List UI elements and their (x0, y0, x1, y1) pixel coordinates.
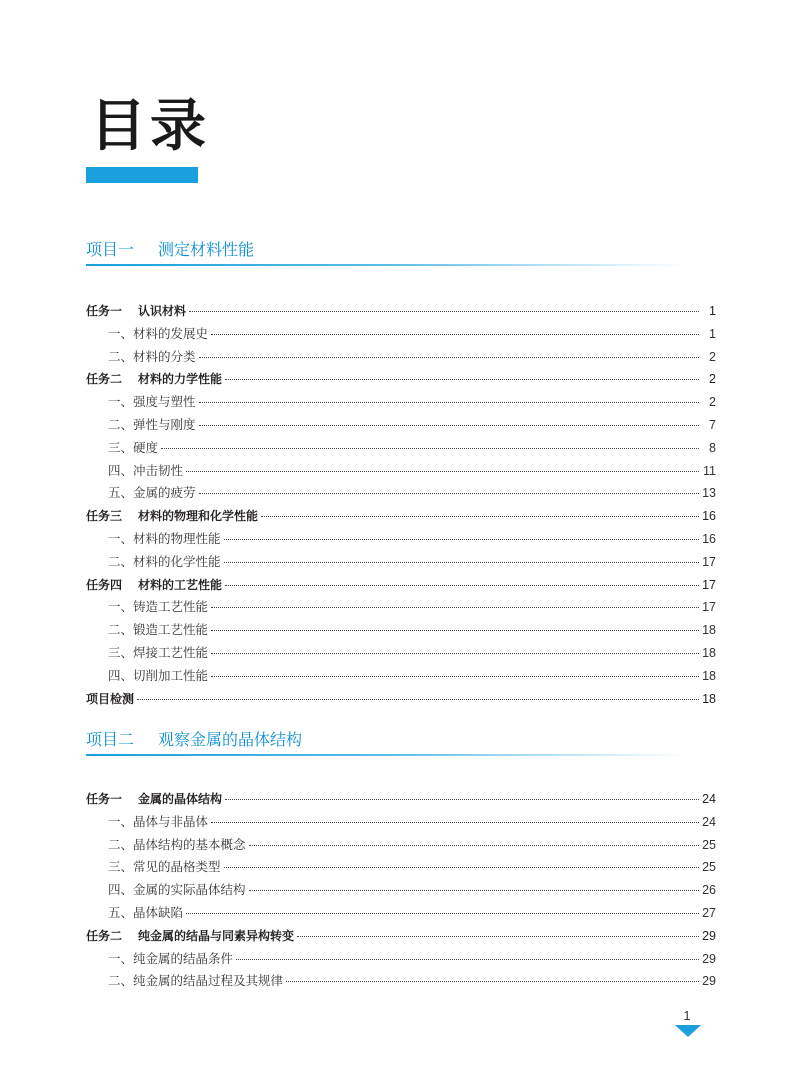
toc-task-number: 任务一 (86, 792, 123, 806)
project-name: 观察金属的晶体结构 (158, 730, 303, 749)
toc-task-entry[interactable] (86, 788, 716, 811)
toc-subentry[interactable] (86, 970, 716, 993)
page-title: 目录 (90, 94, 210, 159)
dot-leader (224, 538, 699, 540)
dot-leader (224, 866, 699, 868)
toc-page-number: 18 (702, 691, 716, 706)
dot-leader (199, 356, 699, 358)
toc-subentry[interactable] (86, 879, 716, 902)
dot-leader (297, 935, 699, 937)
toc-subentry[interactable] (86, 551, 716, 574)
toc-subentry[interactable] (86, 811, 716, 834)
toc-page-number: 25 (702, 860, 716, 875)
project-heading-2 (86, 728, 706, 756)
toc-subentry[interactable] (86, 665, 716, 688)
dot-leader (199, 424, 699, 426)
toc-page-number: 29 (702, 928, 716, 943)
toc-page-number: 16 (702, 509, 716, 524)
project-number: 项目一 (86, 240, 135, 259)
dot-leader (211, 606, 699, 608)
toc-page-number: 2 (709, 372, 716, 387)
dot-leader (225, 378, 699, 380)
toc-entry-label: 项目检测 (86, 691, 135, 706)
toc-page-number: 24 (702, 792, 716, 806)
toc-entry-label: 材料的物理和化学性能 (138, 509, 259, 524)
toc-entry-label: 四、切削加工性能 (108, 667, 209, 683)
toc-entry-label: 二、锻造工艺性能 (108, 622, 209, 638)
dot-leader (186, 912, 699, 914)
dot-leader (225, 798, 699, 800)
toc-page-number: 2 (709, 349, 716, 364)
toc-entry-label: 一、晶体与非晶体 (108, 813, 209, 829)
toc-entry-label: 一、材料的发展史 (108, 325, 209, 341)
toc-task-entry[interactable] (86, 574, 716, 597)
page-number: 1 (683, 1008, 691, 1023)
project-rule (86, 264, 686, 266)
dot-leader (249, 889, 699, 891)
toc-entry-label: 二、弹性与刚度 (108, 416, 196, 432)
dot-leader (224, 561, 699, 563)
toc-page-number: 17 (702, 600, 716, 615)
dot-leader (261, 515, 699, 517)
project-name: 测定材料性能 (158, 240, 255, 259)
dot-leader (211, 652, 699, 654)
dot-leader (211, 333, 699, 335)
toc-task-number: 任务一 (86, 304, 123, 318)
toc-page-number: 24 (702, 814, 716, 829)
dot-leader (211, 629, 699, 631)
toc-page-number: 8 (709, 440, 716, 455)
toc-subentry[interactable] (86, 391, 716, 414)
toc-page-number: 1 (709, 304, 716, 318)
toc-page-number: 17 (702, 577, 716, 592)
toc-subentry[interactable] (86, 948, 716, 971)
toc-page-number: 26 (702, 883, 716, 898)
dot-leader (199, 492, 699, 494)
toc-page-number: 1 (709, 326, 716, 341)
toc-entry-label: 三、焊接工艺性能 (108, 644, 209, 660)
toc-entry-label: 材料的力学性能 (138, 372, 223, 387)
dot-leader (186, 470, 699, 472)
toc-entry-label: 四、金属的实际晶体结构 (108, 882, 246, 898)
toc-subentry[interactable] (86, 902, 716, 925)
toc-page-number: 29 (702, 951, 716, 966)
toc-entry-label: 五、晶体缺陷 (108, 904, 184, 920)
toc-page-number: 7 (709, 417, 716, 432)
toc-entry-label: 一、材料的物理性能 (108, 530, 221, 546)
dot-leader (249, 844, 699, 846)
toc-entry-label: 材料的工艺性能 (138, 577, 223, 592)
toc-subentry[interactable] (86, 642, 716, 665)
toc-subentry[interactable] (86, 619, 716, 642)
dot-leader (161, 447, 699, 449)
toc-subentry[interactable] (86, 460, 716, 483)
dot-leader (225, 584, 699, 586)
project-number: 项目二 (86, 730, 135, 749)
toc-entry-label: 一、铸造工艺性能 (108, 599, 209, 615)
toc-subentry[interactable] (86, 528, 716, 551)
toc-entry-label: 四、冲击韧性 (108, 462, 184, 478)
toc-task-number: 任务三 (86, 509, 123, 524)
triangle-marker-icon (675, 1025, 701, 1037)
toc-entry-label: 金属的晶体结构 (138, 792, 223, 806)
toc-subentry[interactable] (86, 323, 716, 346)
toc-entry-label: 一、强度与塑性 (108, 394, 196, 410)
toc-entry-label: 二、材料的化学性能 (108, 553, 221, 569)
toc-task-entry[interactable] (86, 368, 716, 391)
toc-entry-label: 纯金属的结晶与同素异构转变 (138, 928, 295, 943)
toc-entry-label: 二、材料的分类 (108, 348, 196, 364)
toc-page-number: 2 (709, 395, 716, 410)
toc-page-number: 13 (702, 486, 716, 501)
toc-task-number: 任务二 (86, 372, 123, 387)
toc-entry-label: 二、晶体结构的基本概念 (108, 836, 246, 852)
toc-task-entry[interactable] (86, 925, 716, 948)
title-underline-bar (86, 167, 198, 183)
dot-leader (286, 980, 699, 982)
toc-entry-label: 三、硬度 (108, 439, 159, 455)
toc-subentry[interactable] (86, 856, 716, 879)
toc-page-number: 29 (702, 974, 716, 989)
toc-page-number: 18 (702, 668, 716, 683)
toc-entry-label: 三、常见的晶格类型 (108, 859, 221, 875)
toc-page-number: 16 (702, 531, 716, 546)
toc-task-entry[interactable] (86, 505, 716, 528)
toc-page-number: 18 (702, 645, 716, 660)
toc-entry-label: 一、纯金属的结晶条件 (108, 950, 234, 966)
toc-subentry[interactable] (86, 834, 716, 857)
dot-leader (199, 401, 699, 403)
toc-page-number: 11 (703, 463, 716, 478)
toc-subentry[interactable] (86, 596, 716, 619)
toc-entry-label: 五、金属的疲劳 (108, 485, 196, 501)
toc-task-entry[interactable] (86, 300, 716, 323)
toc-task-entry[interactable] (86, 688, 716, 711)
dot-leader (211, 675, 699, 677)
toc-subentry[interactable] (86, 346, 716, 369)
dot-leader (236, 958, 699, 960)
toc-task-number: 任务二 (86, 928, 123, 943)
toc-page-number: 17 (702, 554, 716, 569)
toc-entry-label: 认识材料 (138, 304, 187, 318)
toc-subentry[interactable] (86, 482, 716, 505)
project-heading-1 (86, 238, 706, 266)
toc-task-number: 任务四 (86, 577, 123, 592)
toc-page-number: 27 (702, 905, 716, 920)
dot-leader (211, 821, 699, 823)
toc-page-number: 25 (702, 837, 716, 852)
toc-entry-label: 二、纯金属的结晶过程及其规律 (108, 973, 284, 989)
toc-subentry[interactable] (86, 414, 716, 437)
toc-page-number: 18 (702, 623, 716, 638)
toc-subentry[interactable] (86, 437, 716, 460)
project-rule (86, 754, 686, 756)
dot-leader (189, 310, 699, 312)
toc-list-project-1 (86, 300, 716, 710)
dot-leader (137, 698, 699, 700)
toc-list-project-2 (86, 788, 716, 993)
